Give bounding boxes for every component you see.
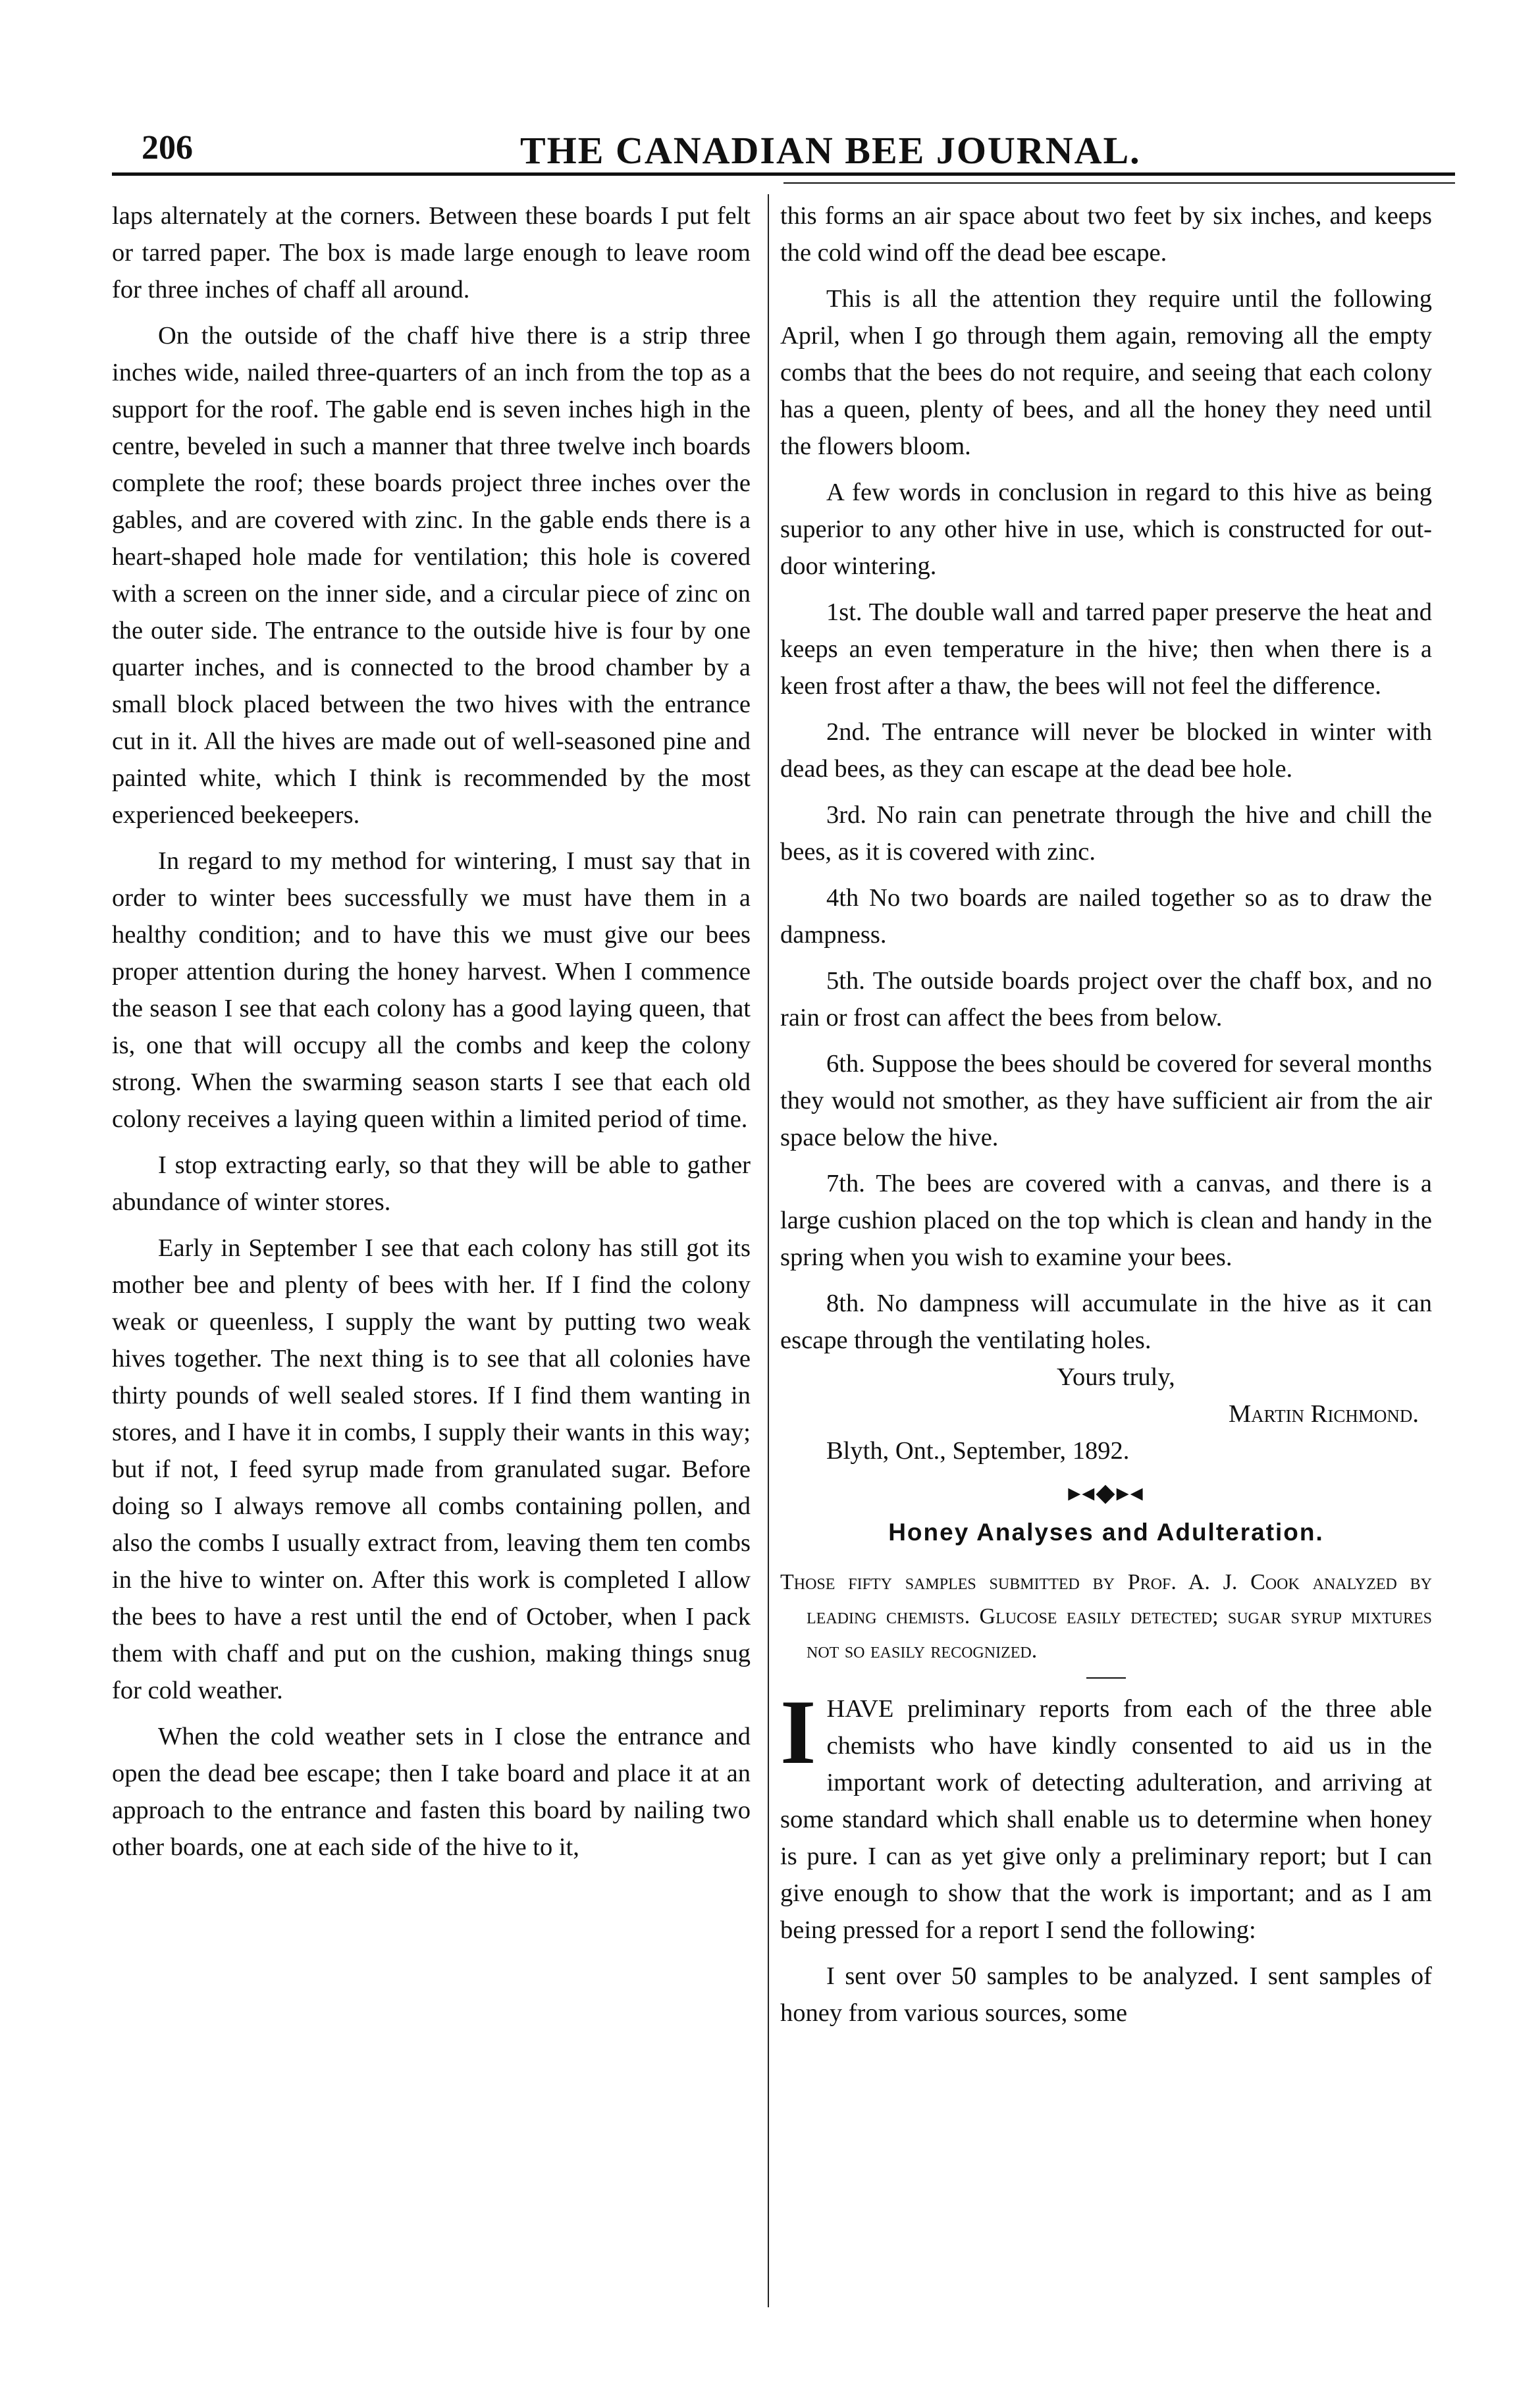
right-column bbox=[780, 197, 1432, 2041]
list-item: 3rd. No rain can penetrate through the hive and chill the bees, as it is covered with zinc. bbox=[780, 801, 1432, 866]
list-item: 8th. No dampness will accumulate in the hive as it can escape through the ventilating holes. bbox=[780, 1290, 1432, 1354]
section-ornament: ▸◂◆▸◂ bbox=[1068, 1479, 1144, 1507]
paragraph: This is all the attention they require until the following April, when I go through them again, removing all the empty combs that the bees do not require, and seeing that each colony has a queen, plenty of bees, and all the honey they need until the flowers bloom. bbox=[780, 285, 1432, 460]
paragraph: On the outside of the chaff hive there is a strip three inches wide, nailed three-quarters of an inch from the top as a support for the roof. The gable end is seven inches high in the centre, beveled in such a manner that three twelve inch boards complete the roof; these boards project three inches over the gables, and are covered with zinc. In the gable ends there is a heart-shaped hole made for ventilation; this hole is covered with a screen on the inner side, and a circular piece of zinc on the outer side. The entrance to the outside hive is four by one quarter inches, and is connected to the brood chamber by a small block placed between the two hives with the entrance cut in it. All the hives are made out of well-seasoned pine and painted white, which I think is recommended by the most experienced beekeepers. bbox=[112, 322, 751, 829]
header-rule bbox=[112, 172, 1455, 176]
list-item: 2nd. The entrance will never be blocked in winter with dead bees, as they can escape at the dead bee hole. bbox=[780, 718, 1432, 783]
deck-rule bbox=[1086, 1677, 1126, 1679]
place-date: Blyth, Ont., September, 1892. bbox=[826, 1437, 1130, 1465]
author-signature: Martin Richmond. bbox=[1228, 1400, 1419, 1428]
article-heading: Honey Analyses and Adulteration. bbox=[888, 1519, 1324, 1546]
letter-close: Yours truly, bbox=[1057, 1363, 1175, 1391]
article-paragraph: I sent over 50 samples to be analyzed. I sent samples of honey from various sources, some bbox=[780, 1962, 1432, 2027]
paragraph: A few words in conclusion in regard to this hive as being superior to any other hive in use, which is constructed for out-door wintering. bbox=[780, 479, 1432, 580]
page-number: 206 bbox=[142, 129, 193, 167]
left-column bbox=[112, 197, 751, 1875]
article-deck: Those fifty samples submitted by Prof. A. J. Cook analyzed by leading chemists. Glucose easily detected; sugar syrup mixtures not so easily recognized. bbox=[780, 1570, 1432, 1663]
paragraph: I stop extracting early, so that they will be able to gather abundance of winter stores. bbox=[112, 1151, 751, 1216]
paragraph: laps alternately at the corners. Between these boards I put felt or tarred paper. The box is made large enough to leave room for three inches of chaff all around. bbox=[112, 202, 751, 303]
paragraph: When the cold weather sets in I close the entrance and open the dead bee escape; then I take board and place it at an approach to the entrance and fasten this board by nailing two other boards, one at each side of the hive to it, bbox=[112, 1723, 751, 1861]
article-paragraph bbox=[780, 1681, 1432, 1949]
paragraph: this forms an air space about two feet by six inches, and keeps the cold wind off the dead bee escape. bbox=[780, 202, 1432, 267]
header-rule-secondary bbox=[783, 182, 1455, 184]
list-item: 4th No two boards are nailed together so as to draw the dampness. bbox=[780, 884, 1432, 949]
drop-cap: I bbox=[780, 1681, 816, 1783]
list-item: 1st. The double wall and tarred paper preserve the heat and keeps an even temperature in the hive; then when there is a keen frost after a thaw, the bees will not feel the difference. bbox=[780, 598, 1432, 700]
list-item: 6th. Suppose the bees should be covered for several months they would not smother, as they have sufficient air from the air space below the hive. bbox=[780, 1050, 1432, 1151]
journal-title: THE CANADIAN BEE JOURNAL. bbox=[520, 129, 1141, 172]
paragraph: In regard to my method for wintering, I must say that in order to winter bees successfully we must have them in a healthy condition; and to have this we must give our bees proper attention during the honey harvest. When I commence the season I see that each colony has a good laying queen, that is, one that will occupy all the combs and keep the colony strong. When the swarming season starts I see that each old colony receives a laying queen within a limited period of time. bbox=[112, 847, 751, 1133]
paragraph: Early in September I see that each colony has still got its mother bee and plenty of bees with her. If I find the colony weak or queenless, I supply the want by putting two weak hives together. The next thing is to see that all colonies have thirty pounds of well sealed stores. If I find them wanting in stores, and I have it in combs, I supply their wants in this way; but if not, I feed syrup made from granulated sugar. Before doing so I always remove all combs containing pollen, and also the combs I usually extract from, leaving them ten combs in the hive to winter on. After this work is completed I allow the bees to have a rest until the end of October, when I pack them with chaff and put on the cushion, making things snug for cold weather. bbox=[112, 1234, 751, 1704]
article-paragraph-text: HAVE preliminary reports from each of the three able chemists who have kindly consented to aid us in the important work of detecting adulteration, and arriving at some standard which shall enable us to determine when honey is pure. I can as yet give only a preliminary report; but I can give enough to show that the work is important; and as I am being pressed for a report I send the following: bbox=[780, 1695, 1432, 1944]
list-item: 5th. The outside boards project over the chaff box, and no rain or frost can affect the bees from below. bbox=[780, 967, 1432, 1032]
column-divider bbox=[768, 194, 769, 2307]
list-item: 7th. The bees are covered with a canvas, and there is a large cushion placed on the top which is clean and handy in the spring when you wish to examine your bees. bbox=[780, 1170, 1432, 1271]
